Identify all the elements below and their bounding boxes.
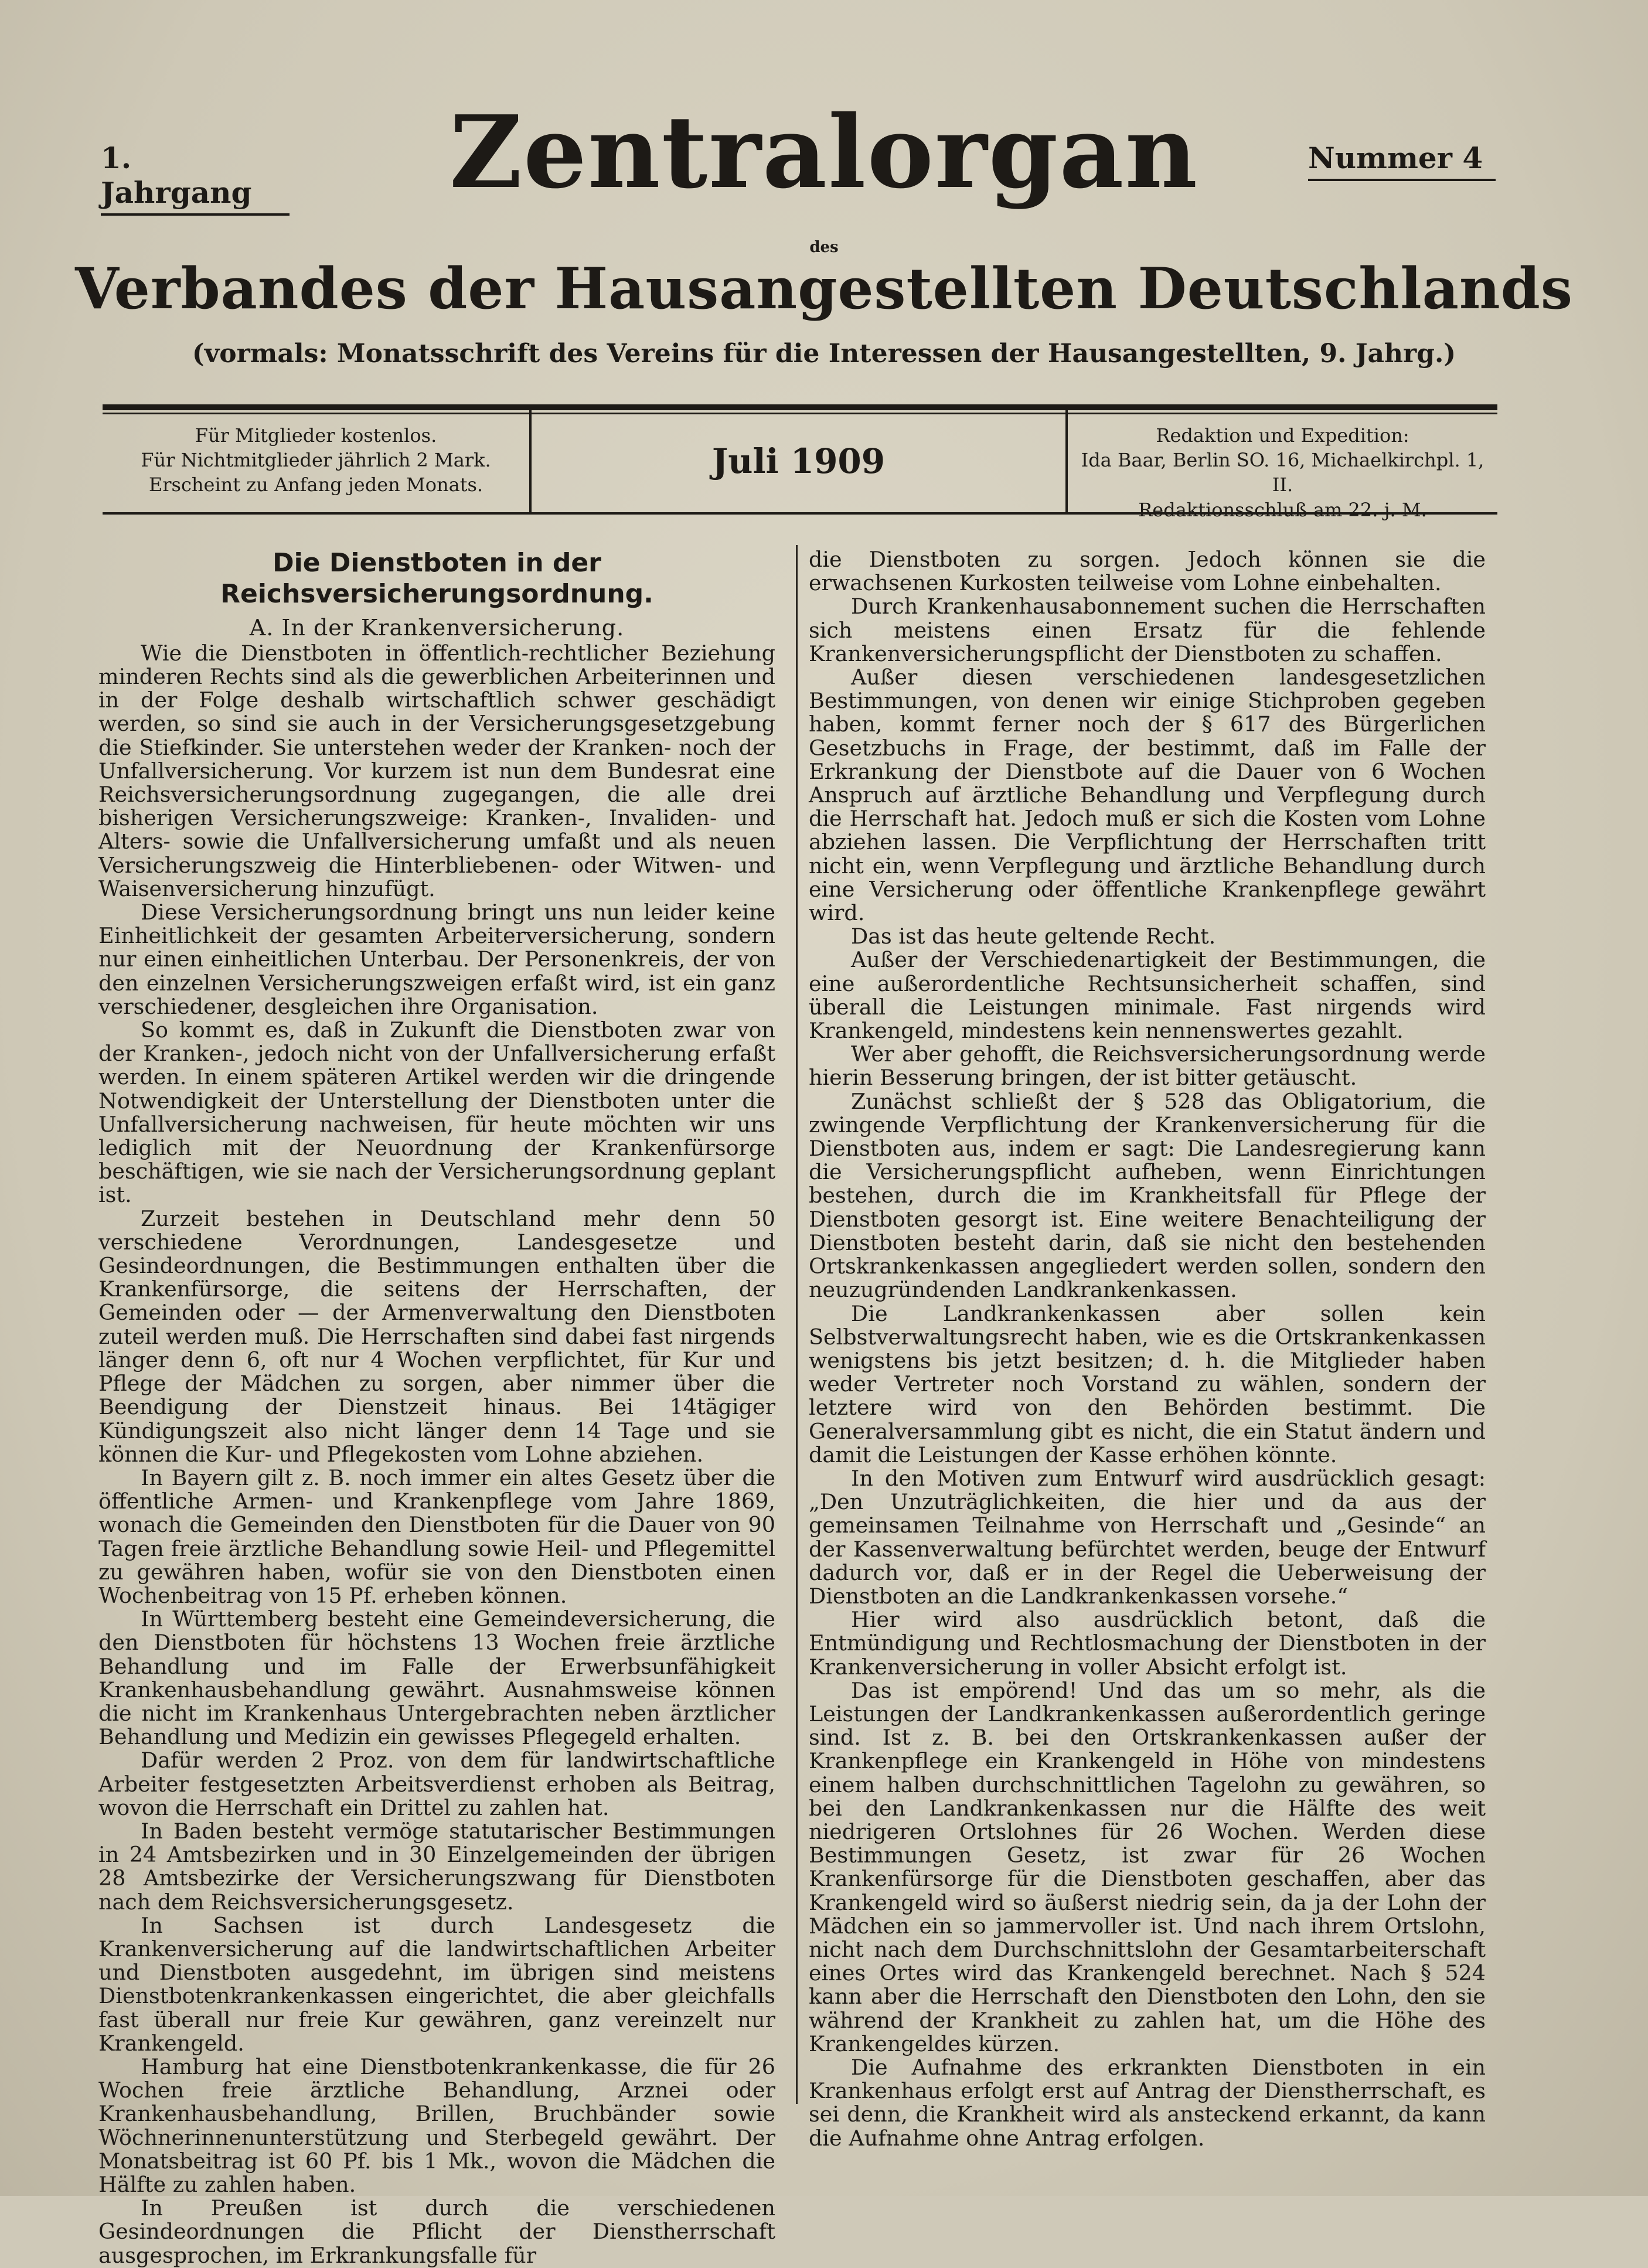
article-paragraph: Außer der Verschiedenartigkeit der Bestimmungen, die eine außerordentliche Rechtsunsicherheit schaffen, sind überall die Leistungen minimale. Fast nirgends wird Krankengeld, mindestens kein nennenswertes gezahlt.: [809, 947, 1486, 1044]
article-paragraph: Zunächst schließt der § 528 das Obligatorium, die zwingende Verpflichtung der Krankenversicherung für die Dienstboten aus, indem er sagt: Die Landesregierung kann die Versicherungspflicht aufheben, wenn Einrichtungen bestehen, durch die im Krankheitsfall für Pflege der Dienstboten gesorgt ist. Eine weitere Benachteiligung der Dienstboten besteht darin, daß sie nicht den bestehenden Ortskrankenkassen angegliedert werden sollen, sondern den neuzugründenden Landkrankenkassen.: [809, 1088, 1486, 1303]
editorial-line: Redaktionsschluß am 22. j. M.: [1138, 498, 1427, 521]
article-paragraph: Das ist das heute geltende Recht.: [851, 924, 1216, 949]
masthead-subtitle: Verbandes der Hausangestellten Deutschlands: [75, 256, 1573, 322]
article-paragraph: die Dienstboten zu sorgen. Jedoch können sie die erwachsenen Kurkosten teilweise vom Lohne einbehalten.: [809, 547, 1486, 596]
article-paragraph: In Preußen ist durch die verschiedenen Gesindeordnungen die Pflicht der Dienstherrschaft ausgesprochen, im Erkrankungsfalle für: [98, 2195, 775, 2268]
article-paragraph: In Württemberg besteht eine Gemeindeversicherung, die den Dienstboten für höchstens 13 Wochen freie ärztliche Behandlung und im Falle der Erwerbsunfähigkeit Krankenhausbehandlung gewährt. Ausnahmsweise können die nicht im Krankenhaus Untergebrachten neben ärztlicher Behandlung und Medizin ein gewisses Pflegegeld erhalten.: [98, 1606, 775, 1750]
article-paragraph: So kommt es, daß in Zukunft die Dienstboten zwar von der Kranken-, jedoch nicht von der Unfallversicherung erfaßt werden. In einem späteren Artikel werden wir die dringende Notwendigkeit der Unterstellung der Dienstboten unter die Unfallversicherung nachweisen, für heute möchten wir uns lediglich mit der Neuordnung der Krankenfürsorge beschäftigen, wie sie nach der Versicherungsordnung geplant ist.: [98, 1017, 775, 1208]
subscription-line: Für Nichtmitglieder jährlich 2 Mark.: [141, 449, 491, 472]
issue-number: Nummer 4: [1308, 141, 1496, 181]
article-paragraph: Die Aufnahme des erkrankten Dienstboten in ein Krankenhaus erfolgt erst auf Antrag der Dienstherrschaft, es sei denn, die Krankheit wird als ansteckend erkannt, da kann die Aufnahme ohne Antrag erfolgen.: [809, 2055, 1486, 2151]
article-paragraph: Dafür werden 2 Proz. von dem für landwirtschaftliche Arbeiter festgesetzten Arbeitsverdienst erhoben als Beitrag, wovon die Herrschaft ein Drittel zu zahlen hat.: [98, 1748, 775, 1820]
masthead-title: Zentralorgan: [449, 94, 1199, 211]
article-paragraph: Wie die Dienstboten in öffentlich-rechtlicher Beziehung minderen Rechts sind als die gewerblichen Arbeiterinnen und in der Folge deshalb wirtschaftlich schwer geschädigt werden, so sind sie auch in der Versicherungsgesetzgebung die Stiefkinder. Sie unterstehen weder der Kranken- noch der Unfallversicherung. Vor kurzem ist nun dem Bundesrat eine Reichsversicherungsordnung zugegangen, die alle drei bisherigen Versicherungszweige: Kranken-, Invaliden- und Alters- sowie die Unfallversicherung umfaßt und als neuen Versicherungszweig die Hinterbliebenen- oder Witwen- und Waisenversicherung hinzufügt.: [98, 640, 775, 901]
article-paragraph: Zurzeit bestehen in Deutschland mehr denn 50 verschiedene Verordnungen, Landesgesetze und Gesindeordnungen, die Bestimmungen enthalten über die Krankenfürsorge, die seitens der Herrschaften, der Gemeinden oder — der Armenverwaltung den Dienstboten zuteil werden muß. Die Herrschaften sind dabei fast nirgends länger denn 6, oft nur 4 Wochen verpflichtet, für Kur und Pflege der Mädchen zu sorgen, aber nimmer über die Beendigung der Dienstzeit hinaus. Bei 14tägiger Kündigungszeit also nicht länger denn 14 Tage und sie können die Kur- und Pflegekosten vom Lohne abziehen.: [98, 1205, 775, 1467]
article-paragraph: Hamburg hat eine Dienstbotenkrankenkasse, die für 26 Wochen freie ärztliche Behandlung, Arznei oder Krankenhausbehandlung, Brillen, Bruchbänder sowie Wöchnerinnenunterstützung und Sterbegeld gewährt. Der Monatsbeitrag ist 60 Pf. bis 1 Mk., wovon die Mädchen die Hälfte zu zahlen haben.: [98, 2054, 775, 2197]
article-paragraph: Das ist empörend! Und das um so mehr, als die Leistungen der Landkrankenkassen außerordentlich geringe sind. Ist z. B. bei den Ortskrankenkassen außer der Krankenpflege ein Krankengeld in Höhe von mindestens einem halben durchschnittlichen Tagelohn zu gewähren, so bei den Landkrankenkassen nur die Hälfte des weit niedrigeren Ortslohnes für 26 Wochen. Werden diese Bestimmungen Gesetz, ist zwar für 26 Wochen Krankenfürsorge für die Dienstboten geschaffen, aber das Krankengeld wird so äußerst niedrig sein, da ja der Lohn der Mädchen ein so jammervoller ist. Und nach ihrem Ortslohn, nicht nach dem Durchschnittslohn der Gesamtarbeiterschaft eines Ortes wird das Krankengeld berechnet. Nach § 524 kann aber die Herrschaft den Dienstboten den Lohn, den sie während der Krankheit zu zahlen hat, um die Höhe des Krankengeldes kürzen.: [809, 1677, 1486, 2056]
article-paragraph: Außer diesen verschiedenen landesgesetzlichen Bestimmungen, von denen wir einige Stichproben gegeben haben, kommt ferner noch der § 617 des Bürgerlichen Gesetzbuchs in Frage, der bestimmt, daß im Falle der Erkrankung der Dienstbote auf die Dauer von 6 Wochen Anspruch auf ärztliche Behandlung und Verpflegung durch die Herrschaft hat. Jedoch muß er sich die Kosten vom Lohne abziehen lassen. Die Verpflichtung der Herrschaften tritt nicht ein, wenn Verpflegung und ärztliche Behandlung durch eine Versicherung oder öffentliche Krankenpflege gewährt wird.: [809, 665, 1486, 926]
article-paragraph: In den Motiven zum Entwurf wird ausdrücklich gesagt: „Den Unzuträglichkeiten, die hier und da aus der gemeinsamen Teilnahme von Herrschaft und „Gesinde“ an der Kassenverwaltung befürchtet werden, beuge der Entwurf dadurch vor, daß er in der Regel die Ueberweisung der Dienstboten an die Landkrankenkassen vorsehe.“: [809, 1465, 1486, 1609]
editorial-line: Ida Baar, Berlin SO. 16, Michaelkirchpl. 1, II.: [1081, 449, 1484, 496]
article-paragraph: In Baden besteht vermöge statutarischer Bestimmungen in 24 Amtsbezirken und in 30 Einzelgemeinden der übrigen 28 Amtsbezirke der Versicherungszwang für Dienstboten nach dem Reichsversicherungsgesetz.: [98, 1818, 775, 1915]
volume-label: 1. Jahrgang: [101, 141, 290, 216]
article-paragraph: Wer aber gehofft, die Reichsversicherungsordnung werde hierin Besserung bringen, der ist bitter getäuscht.: [809, 1041, 1486, 1091]
masthead-des: des: [809, 239, 839, 256]
article-paragraph: In Bayern gilt z. B. noch immer ein altes Gesetz über die öffentliche Armen- und Krankenpflege vom Jahre 1869, wonach die Gemeinden den Dienstboten für die Dauer von 90 Tagen freie ärztliche Behandlung sowie Heil- und Pflegemittel zu gewähren haben, wofür sie von den Dienstboten einen Wochenbeitrag von 15 Pf. erheben können.: [98, 1465, 775, 1608]
subscription-line: Für Mitglieder kostenlos.: [195, 424, 437, 447]
editorial-info: [1068, 410, 1497, 521]
article-column-right: [809, 547, 1486, 2151]
info-box: [103, 404, 1497, 521]
article-paragraph: Diese Versicherungsordnung bringt uns nun leider keine Einheitlichkeit der gesamten Arbeiterversicherung, sondern nur einen einheitlichen Unterbau. Der Personenkreis, der von den einzelnen Versicherungszweigen erfaßt wird, ist ein ganz verschiedener, desgleichen ihre Organisation.: [98, 900, 775, 1019]
subscription-line: Erscheint zu Anfang jeden Monats.: [148, 474, 483, 496]
editorial-line: Redaktion und Expedition:: [1156, 424, 1409, 447]
masthead-former-title: (vormals: Monatsschrift des Vereins für die Interessen der Hausangestellten, 9. Jahrg.): [192, 339, 1456, 369]
subscription-info: [103, 410, 532, 512]
article-paragraph: Durch Krankenhausabonnement suchen die Herrschaften sich meistens einen Ersatz für die fehlende Krankenversicherungspflicht der Dienstboten zu schaffen.: [809, 594, 1486, 666]
article-title: Die Dienstboten in der Reichsversicherungsordnung.: [220, 548, 653, 609]
issue-date: Juli 1909: [711, 441, 886, 481]
article-paragraph: Die Landkrankenkassen aber sollen kein Selbstverwaltungsrecht haben, wie es die Ortskrankenkassen wenigstens bis jetzt besitzen; d. h. die Mitglieder haben weder Vertreter noch Vorstand zu wählen, sondern der letztere wird von den Behörden bestimmt. Die Generalversammlung gibt es nicht, die ein Statut ändern und damit die Leistungen der Kasse erhöhen könnte.: [809, 1300, 1486, 1467]
column-divider: [796, 545, 798, 2104]
issue-date-cell: [532, 410, 1068, 512]
article-paragraph: In Sachsen ist durch Landesgesetz die Krankenversicherung auf die landwirtschaftlichen Arbeiter und Dienstboten ausgedehnt, im übrigen sind meistens Dienstbotenkrankenkassen eingerichtet, die aber gleichfalls fast überall nur freie Kur gewähren, ganz vereinzelt nur Krankengeld.: [98, 1912, 775, 2056]
article-column-left: [98, 548, 775, 2268]
article-paragraph: Hier wird also ausdrücklich betont, daß die Entmündigung und Rechtlosmachung der Dienstboten in der Krankenversicherung in voller Absicht erfolgt ist.: [809, 1607, 1486, 1680]
section-title: A. In der Krankenversicherung.: [249, 614, 625, 641]
